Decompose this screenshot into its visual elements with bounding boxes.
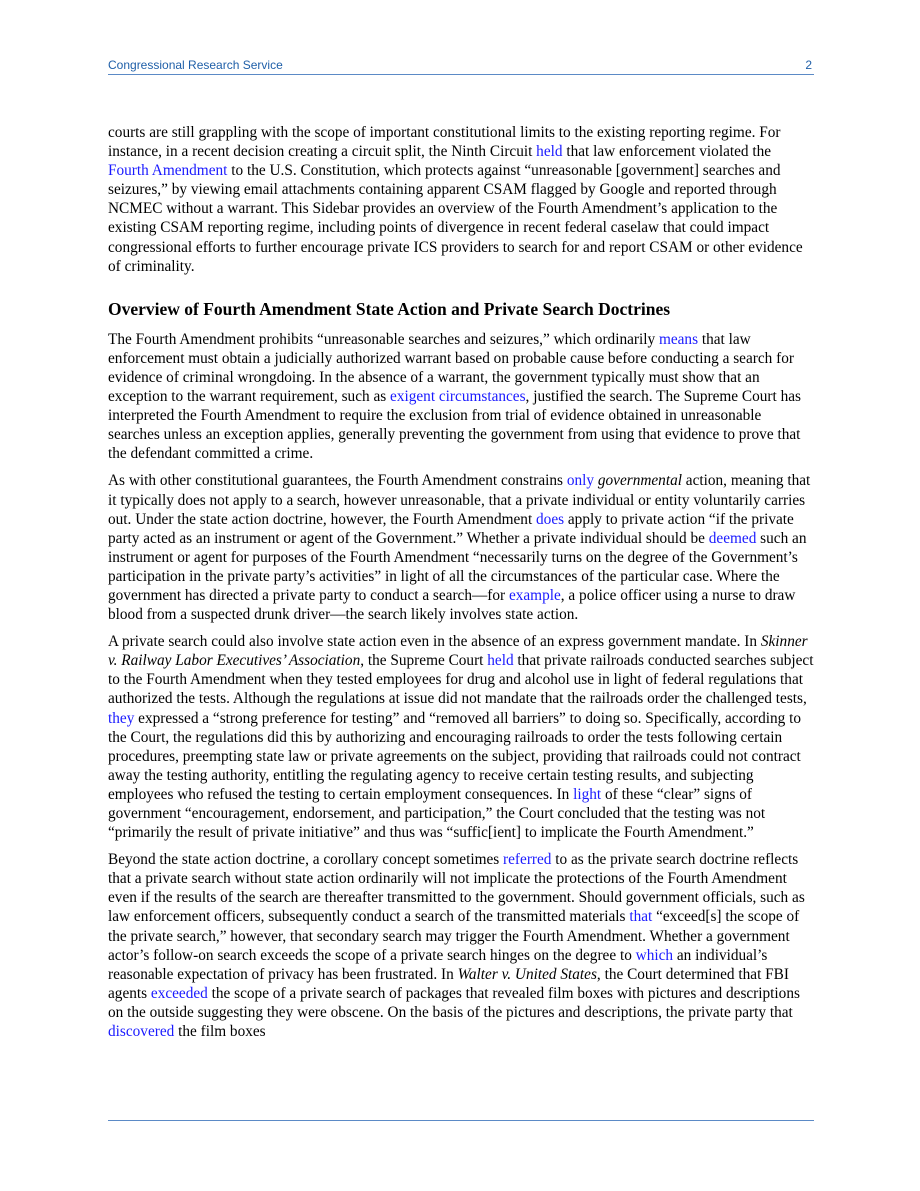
paragraph-state-action	[108, 471, 814, 624]
link-which[interactable]: which	[635, 946, 674, 964]
text: , a police officer using a nurse to draw blood from a suspected drunk driver—the search likely involves state action.	[108, 586, 796, 624]
text: such an instrument or agent for purposes of the Fourth Amendment “necessarily turns on the degree of the Government’s participation in the private party’s activities” in light of all the circumstances of the particular case. Where the government has directed a private party to conduct a search—for	[108, 529, 807, 604]
text: to the U.S. Constitution, which protects against “unreasonable [government] searches and seizures,” by viewing email attachments containing apparent CSAM flagged by Google and reported through NCMEC without a warrant. This Sidebar provides an overview of the Fourth Amendment’s application to the existing CSAM reporting regime, including points of divergence in recent federal caselaw that could impact congressional efforts to further encourage private ICS providers to search for and report CSAM or other evidence of criminality.	[108, 162, 803, 275]
text: The Fourth Amendment prohibits “unreasonable searches and seizures,” which ordinarily	[108, 330, 659, 348]
text: the film boxes	[174, 1023, 266, 1041]
link-only[interactable]: only	[566, 472, 595, 490]
link-means[interactable]: means	[658, 330, 699, 348]
text: , justified the search. The Supreme Court has interpreted the Fourth Amendment to require the exclusion from trial of evidence obtained in unreasonable searches unless an exception applies, generally preventing the government from using that evidence to prove that the defendant committed a crime.	[108, 388, 801, 463]
link-exigent-circumstances[interactable]: exigent circumstances	[390, 388, 526, 406]
text: , the Supreme Court	[360, 652, 488, 670]
text: that law enforcement must obtain a judicially authorized warrant based on probable cause before conducting a search for evidence of criminal wrongdoing. In the absence of a warrant, the government typically must show that an exception to the warrant requirement, such as	[108, 330, 794, 406]
page-number: 2	[805, 58, 812, 72]
text: , the Court determined that FBI agents	[108, 965, 789, 1002]
text: an individual’s reasonable expectation of privacy has been frustrated. In	[108, 946, 768, 983]
link-referred[interactable]: referred	[503, 851, 552, 869]
text: to as the private search doctrine reflects that a private search without state action ordinarily will not implicate the protections of the Fourth Amendment even if the results of the search are thereafter transmitted to the government. Should government officials, such as law enforcement officers, subsequently conduct a search of the transmitted materials	[108, 851, 805, 926]
case-name-skinner: Skinner v. Railway Labor Executives’ Association	[108, 633, 808, 670]
emphasis-governmental: governmental	[597, 472, 682, 490]
text: the scope of a private search of packages that revealed film boxes with pictures and descriptions on the outside suggesting they were obscene. On the basis of the pictures and descriptions, the private party that	[108, 984, 800, 1021]
text: “exceed[s] the scope of the private search,” however, that secondary search may trigger the Fourth Amendment. Whether a government actor’s follow-on search exceeds the scope of a private search hinges on the degree to	[108, 908, 800, 964]
footer-divider	[108, 1120, 814, 1121]
paragraph-skinner	[108, 632, 814, 842]
section-heading: Overview of Fourth Amendment State Action and Private Search Doctrines	[108, 298, 671, 319]
text: that law enforcement violated the	[562, 143, 772, 161]
link-deemed[interactable]: deemed	[708, 529, 757, 547]
link-held-skinner[interactable]: held	[487, 652, 514, 670]
link-that[interactable]: that	[629, 908, 653, 926]
link-does[interactable]: does	[536, 510, 565, 528]
header-title: Congressional Research Service	[108, 58, 283, 72]
text: action, meaning that it typically does not apply to a search, however unreasonable, that a private individual or entity voluntarily carries out. Under the state action doctrine, however, the Fourth Amendment	[108, 472, 811, 528]
paragraph-overview	[108, 330, 814, 464]
text: A private search could also involve state action even in the absence of an express government mandate. In	[108, 633, 761, 651]
link-example[interactable]: example	[508, 586, 561, 604]
paragraph-intro	[108, 123, 814, 276]
text: that private railroads conducted searches subject to the Fourth Amendment when they tested employees for drug and alcohol use in light of federal regulations that authorized the tests. Although the regulations at issue did not mandate that the railroads order the challenged tests,	[108, 652, 814, 708]
link-exceeded[interactable]: exceeded	[150, 984, 208, 1002]
link-held[interactable]: held	[536, 143, 563, 161]
text: expressed a “strong preference for testing” and “removed all barriers” to doing so. Specifically, according to the Court, the regulations did this by authorizing and encouraging railroads to order the tests following certain procedures, preempting state law or private agreements on the subject, providing that railroads could not contract away the testing authority, entitling the regulating agency to receive certain testing results, and subjecting employees who refused the testing to certain employment consequences. In	[108, 709, 802, 803]
text: courts are still grappling with the scope of important constitutional limits to the existing reporting regime. For instance, in a recent decision creating a circuit split, the Ninth Circuit	[108, 124, 781, 161]
text: Beyond the state action doctrine, a corollary concept sometimes	[108, 851, 504, 869]
case-name-walter: Walter v. United States	[457, 965, 597, 983]
text: of these “clear” signs of government “encouragement, endorsement, and participation,” the Court concluded that the testing was not “primarily the result of private initiative” and thus was “suffic[ient] to implicate the Fourth Amendment.”	[108, 785, 766, 842]
link-discovered[interactable]: discovered	[108, 1023, 175, 1041]
text: As with other constitutional guarantees, the Fourth Amendment constrains	[108, 472, 567, 490]
page-header	[108, 58, 814, 75]
paragraph-private-search	[108, 850, 814, 1041]
link-they[interactable]: they	[108, 709, 135, 727]
link-fourth-amendment[interactable]: Fourth Amendment	[108, 162, 228, 180]
document-body	[108, 123, 814, 1049]
text: apply to private action “if the private party acted as an instrument or agent of the Government.” Whether a private individual should be	[108, 510, 794, 547]
link-light[interactable]: light	[573, 785, 602, 803]
